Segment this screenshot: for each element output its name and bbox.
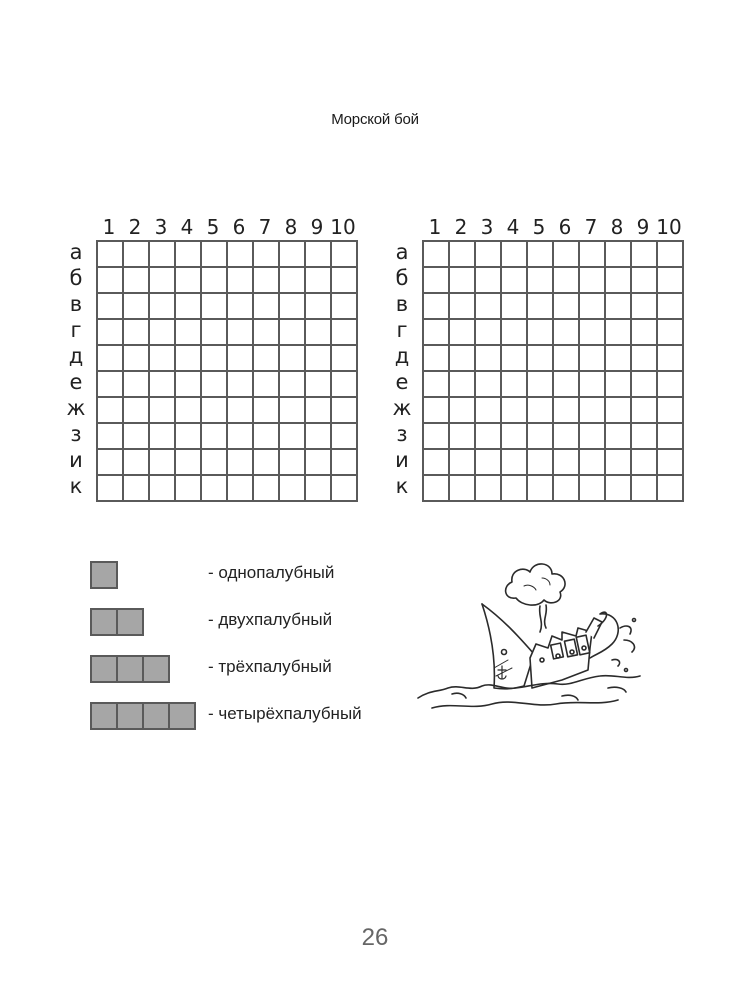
row-label: а	[395, 240, 409, 264]
column-label: 1	[102, 215, 116, 239]
column-label: 8	[284, 215, 298, 239]
row-label: з	[70, 422, 82, 446]
ship-quad-deck	[90, 702, 194, 730]
ship-single-deck	[90, 561, 116, 589]
column-label: 1	[428, 215, 442, 239]
ship-triple-deck	[90, 655, 168, 683]
row-label: к	[395, 474, 409, 498]
column-labels	[422, 214, 682, 240]
legend-label: - однопалубный	[208, 563, 335, 582]
column-label: 10	[656, 215, 682, 239]
row-label: в	[69, 292, 83, 316]
row-label: д	[394, 344, 410, 368]
column-label: 4	[180, 215, 194, 239]
column-label: 7	[258, 215, 272, 239]
column-label: 6	[232, 215, 246, 239]
row-label: г	[396, 318, 408, 342]
ship-deck-cell	[168, 702, 196, 730]
row-label: г	[70, 318, 82, 342]
battleship-board-left	[60, 214, 360, 504]
ship-deck-cell	[90, 655, 118, 683]
row-label: и	[395, 448, 409, 472]
column-label: 6	[558, 215, 572, 239]
row-label: з	[396, 422, 408, 446]
row-labels	[386, 240, 418, 500]
ship-deck-cell	[90, 561, 118, 589]
column-label: 8	[610, 215, 624, 239]
column-label: 2	[128, 215, 142, 239]
column-label: 3	[480, 215, 494, 239]
column-labels	[96, 214, 356, 240]
legend-label: - трёхпалубный	[208, 657, 332, 676]
column-label: 4	[506, 215, 520, 239]
row-label: ж	[66, 396, 86, 420]
column-label: 5	[206, 215, 220, 239]
row-label: ж	[392, 396, 412, 420]
ship-deck-cell	[116, 702, 144, 730]
row-label: д	[68, 344, 84, 368]
row-label: е	[395, 370, 409, 394]
row-labels	[60, 240, 92, 500]
row-label: в	[395, 292, 409, 316]
row-label: а	[69, 240, 83, 264]
legend-quad-deck	[90, 702, 410, 732]
page-number: 26	[361, 924, 389, 951]
battleship-board-right	[386, 214, 686, 504]
column-label: 7	[584, 215, 598, 239]
column-label: 5	[532, 215, 546, 239]
column-label: 3	[154, 215, 168, 239]
legend-triple-deck	[90, 655, 410, 685]
ship-deck-cell	[142, 702, 170, 730]
legend-label: - двухпалубный	[208, 610, 333, 629]
row-label: и	[69, 448, 83, 472]
row-label: б	[395, 266, 409, 290]
column-label: 9	[310, 215, 324, 239]
ship-deck-cell	[90, 608, 118, 636]
column-label: 9	[636, 215, 650, 239]
ship-deck-cell	[116, 608, 144, 636]
ship-double-deck	[90, 608, 142, 636]
legend-label: - четырёхпалубный	[208, 704, 362, 723]
sinking-ship-icon	[412, 548, 652, 723]
board-grid-own[interactable]	[96, 240, 358, 502]
ship-deck-cell	[116, 655, 144, 683]
column-label: 2	[454, 215, 468, 239]
row-label: е	[69, 370, 83, 394]
ship-deck-cell	[142, 655, 170, 683]
column-label: 10	[330, 215, 356, 239]
row-label: б	[69, 266, 83, 290]
legend-double-deck	[90, 608, 410, 638]
row-label: к	[69, 474, 83, 498]
legend-single-deck	[90, 561, 410, 591]
ship-deck-cell	[90, 702, 118, 730]
board-grid-opponent[interactable]	[422, 240, 684, 502]
page-title: Морской бой	[331, 111, 419, 128]
